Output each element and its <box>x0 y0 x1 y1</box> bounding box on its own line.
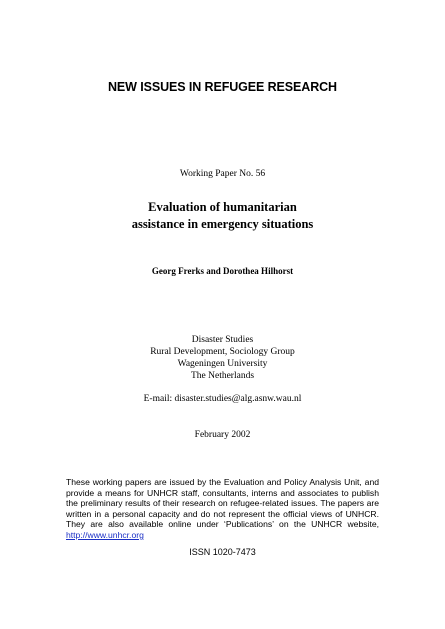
working-paper-number: Working Paper No. 56 <box>179 169 266 179</box>
disclaimer-text: These working papers are issued by the Evaluation and Policy Analysis Unit, and provide a means for UNHCR staff, consultants, interns and associates to publish the preliminary results of their research on refugee-related issues. The papers are written in a personal capacity and do not represent the official views of UNHCR. They are also available online under ‘Publications’ on the UNHCR website, <box>66 477 379 530</box>
issn-number: ISSN 1020-7473 <box>189 547 256 557</box>
unhcr-website-link[interactable]: http://www.unhcr.org <box>66 529 144 540</box>
affiliation-line-1: Disaster Studies <box>191 335 254 345</box>
affiliation-block <box>0 334 445 382</box>
authors: Georg Frerks and Dorothea Hilhorst <box>151 266 294 276</box>
affiliation-line-2: Rural Development, Sociology Group <box>150 347 295 357</box>
paper-title-line-2: assistance in emergency situations <box>131 217 314 231</box>
disclaimer-paragraph <box>66 477 379 541</box>
publication-date: February 2002 <box>194 430 251 440</box>
affiliation-line-3: Wageningen University <box>177 359 268 369</box>
series-title: NEW ISSUES IN REFUGEE RESEARCH <box>108 80 337 94</box>
paper-title-line-1: Evaluation of humanitarian <box>148 200 297 214</box>
paper-title <box>0 199 445 233</box>
affiliation-line-4: The Netherlands <box>190 371 255 381</box>
contact-email: E-mail: disaster.studies@alg.asnw.wau.nl <box>143 394 302 404</box>
